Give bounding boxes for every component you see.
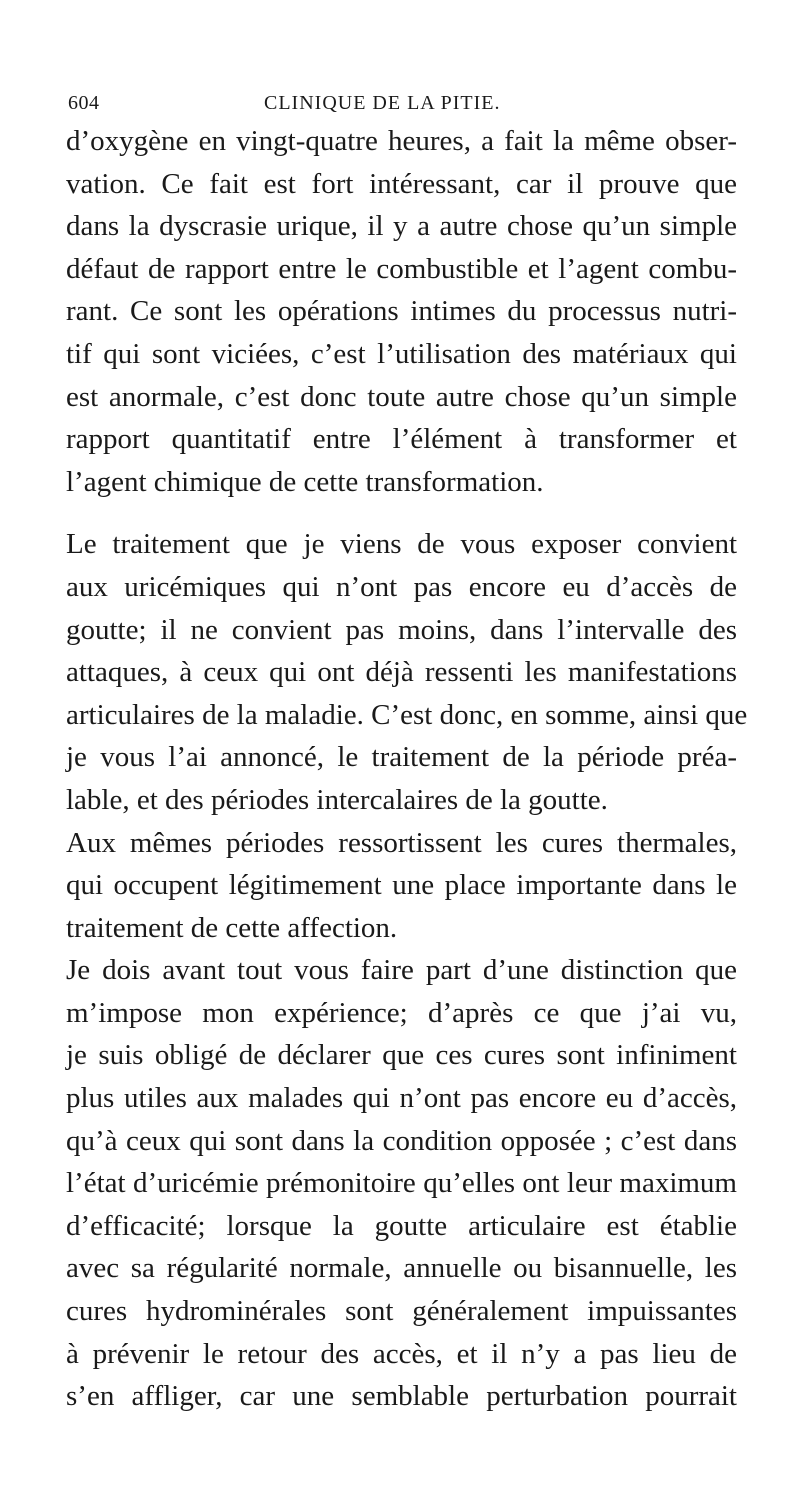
text-line: à prévenir le retour des accès, et il n’y a pas lieu de — [66, 1337, 737, 1370]
paragraph — [66, 120, 737, 503]
text-line: rant. Ce sont les opérations intimes du processus nutri- — [66, 295, 737, 328]
text-line: l’agent chimique de cette transformation. — [66, 465, 544, 498]
text-line: s’en affliger, car une semblable perturbation pourrait — [66, 1380, 737, 1413]
text-line: est anormale, c’est donc toute autre chose qu’un simple — [66, 380, 737, 413]
body-text — [66, 120, 748, 1418]
text-line: plus utiles aux malades qui n’ont pas encore eu d’accès, — [66, 1082, 737, 1115]
text-line: Je dois avant tout vous faire part d’une distinction que — [66, 954, 737, 987]
text-line: qu’à ceux qui sont dans la condition opposée ; c’est dans — [66, 1124, 737, 1157]
text-line: Le traitement que je viens de vous exposer convient — [66, 528, 737, 561]
paragraph — [66, 822, 737, 950]
text-line: rapport quantitatif entre l’élément à transformer et — [66, 423, 737, 456]
paragraph — [66, 523, 748, 821]
text-line: goutte; il ne convient pas moins, dans l’intervalle des — [66, 613, 737, 646]
page-number: 604 — [68, 92, 100, 114]
text-line: aux uricémiques qui n’ont pas encore eu d’accès de — [66, 570, 737, 603]
text-line: attaques, à ceux qui ont déjà ressenti les manifestations — [66, 656, 737, 689]
text-line: avec sa régularité normale, annuelle ou bisannuelle, les — [66, 1252, 737, 1285]
text-line: tif qui sont viciées, c’est l’utilisation des matériaux qui — [66, 337, 737, 370]
running-head: CLINIQUE DE LA PITIE. — [264, 92, 501, 114]
text-line: traitement de cette affection. — [66, 911, 398, 944]
text-line: d’efficacité; lorsque la goutte articulaire est établie — [66, 1209, 737, 1242]
text-line: d’oxygène en vingt-quatre heures, a fait la même obser- — [66, 125, 737, 157]
paragraph — [66, 949, 737, 1418]
text-line: vation. Ce fait est fort intéressant, car il prouve que — [66, 167, 737, 200]
text-line: je vous l’ai annoncé, le traitement de la période préa- — [66, 741, 737, 774]
text-line: lable, et des périodes intercalaires de la goutte. — [66, 783, 608, 816]
text-line: je suis obligé de déclarer que ces cures sont infiniment — [66, 1039, 737, 1072]
text-line: Aux mêmes périodes ressortissent les cures thermales, — [66, 826, 737, 859]
text-line: défaut de rapport entre le combustible et l’agent combu- — [66, 252, 737, 285]
text-line: m’impose mon expérience; d’après ce que j’ai vu, — [66, 996, 737, 1029]
text-line: l’état d’uricémie prémonitoire qu’elles ont leur maximum — [66, 1167, 737, 1200]
text-line: qui occupent légitimement une place importante dans le — [66, 869, 737, 902]
text-line: cures hydrominérales sont généralement impuissantes — [66, 1295, 737, 1328]
text-line: dans la dyscrasie urique, il y a autre chose qu’un simple — [66, 210, 737, 243]
paragraph-gap — [66, 503, 737, 523]
page-header — [68, 92, 708, 122]
text-line: articulaires de la maladie. C’est donc, en somme, ainsi que — [66, 698, 748, 731]
